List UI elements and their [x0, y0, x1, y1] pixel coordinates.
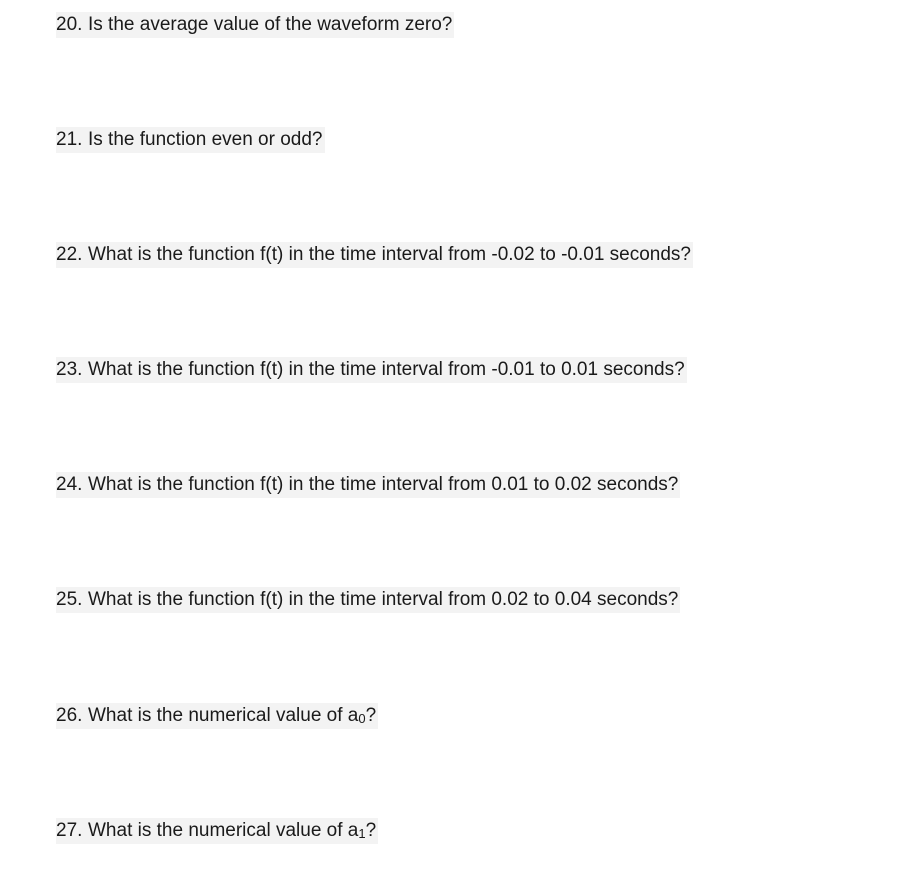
question-text-end: ?: [365, 705, 377, 726]
question-23: [56, 357, 687, 383]
question-text: What is the function f(t) in the time interval from 0.02 to 0.04 seconds?: [88, 589, 679, 610]
question-number: 25.: [56, 589, 83, 610]
question-22: [56, 242, 693, 268]
question-text: What is the function f(t) in the time interval from -0.02 to -0.01 seconds?: [88, 244, 691, 265]
question-number: 27.: [56, 820, 83, 841]
question-27: [56, 818, 378, 844]
subscript: 1: [358, 826, 366, 841]
question-text: What is the numerical value of a: [88, 820, 359, 841]
question-text-end: ?: [365, 820, 377, 841]
question-text: What is the function f(t) in the time interval from 0.01 to 0.02 seconds?: [88, 474, 679, 495]
subscript: 0: [358, 711, 366, 726]
question-number: 24.: [56, 474, 83, 495]
question-text: What is the function f(t) in the time interval from -0.01 to 0.01 seconds?: [88, 359, 685, 380]
question-number: 22.: [56, 244, 83, 265]
question-number: 20.: [56, 14, 83, 35]
question-25: [56, 587, 680, 613]
question-number: 26.: [56, 705, 83, 726]
question-number: 21.: [56, 129, 83, 150]
question-26: [56, 703, 378, 729]
question-20: [56, 12, 454, 38]
question-24: [56, 472, 680, 498]
question-text: Is the function even or odd?: [88, 129, 323, 150]
question-21: [56, 127, 325, 153]
question-text: Is the average value of the waveform zero?: [88, 14, 453, 35]
question-number: 23.: [56, 359, 83, 380]
question-text: What is the numerical value of a: [88, 705, 359, 726]
